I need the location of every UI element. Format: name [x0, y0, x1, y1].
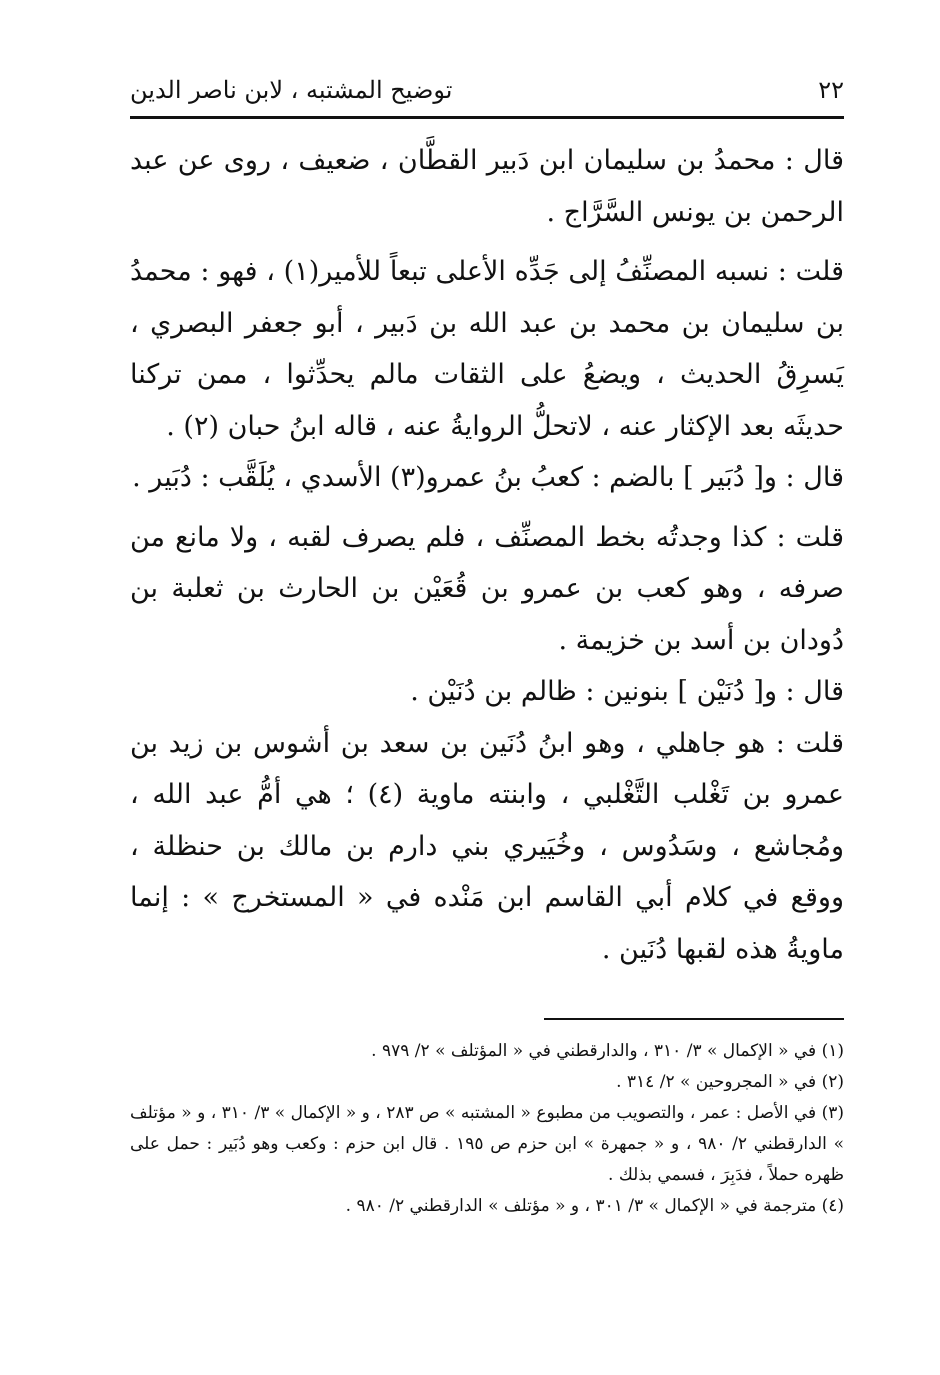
paragraph: قال : محمدُ بن سليمان ابن دَبير القطَّان ، ضعيف ، روى عن عبد الرحمن بن يونس السَّرَّاج .	[130, 145, 844, 228]
page-number: ٢٢	[818, 76, 844, 104]
footnotes	[130, 1036, 844, 1222]
paragraph: قال : و[ دُنَيْن ] بنونين : ظالم بن دُنَيْن .	[410, 676, 844, 707]
footnote: (٤) مترجمة في « الإكمال » ٣/ ٣٠١ ، و « مؤتلف » الدارقطني ٢/ ٩٨٠ .	[345, 1196, 844, 1216]
running-title: توضيح المشتبه ، لابن ناصر الدين	[130, 76, 453, 104]
footnote-rule	[544, 1018, 844, 1020]
paragraph: قال : و[ دُبَير ] بالضم : كعبُ بنُ عمرو(٣) الأسدي ، يُلَقَّب : دُبَير .	[132, 462, 844, 493]
footnote: (٣) في الأصل : عمر ، والتصويب من مطبوع « المشتبه » ص ٢٨٣ ، و « الإكمال » ٣/ ٣١٠ ، و « مؤتلف » الدارقطني ٢/ ٩٨٠ ، و « جمهرة » ابن حزم ص ١٩٥ . قال ابن حزم : وكعب وهو دُبَير : حمل على ظهره حملاً ، فدَبِرَ ، فسمي بذلك .	[130, 1103, 845, 1185]
body-text	[130, 135, 844, 975]
header-rule	[130, 116, 844, 119]
footnote: (٢) في « المجروحين » ٢/ ٣١٤ .	[616, 1072, 844, 1092]
page-header	[130, 70, 844, 110]
footnote: (١) في « الإكمال » ٣/ ٣١٠ ، والدارقطني في « المؤتلف » ٢/ ٩٧٩ .	[371, 1041, 844, 1061]
paragraph: قلت : نسبه المصنِّفُ إلى جَدِّه الأعلى تبعاً للأمير(١) ، فهو : محمدُ بن سليمان بن محمد بن عبد الله بن دَبير ، أبو جعفر البصري ، يَسرِقُ الحديث ، ويضعُ على الثقات مالم يحدِّثوا ، ممن تركنا حديثَه بعد الإكثار عنه ، لاتحلُّ الروايةُ عنه ، قاله ابنُ حبان (٢) .	[130, 256, 844, 442]
paragraph: قلت : هو جاهلي ، وهو ابنُ دُنَين بن سعد بن أشوس بن زيد بن عمرو بن تَغْلب التَّغْلبي ، وابنته ماوية (٤) ؛ هي أمُّ عبد الله ، ومُجاشع ، وسَدُوس ، وخُيَيري بني دارم بن مالك بن حنظلة ، ووقع في كلام أبي القاسم ابن مَنْده في « المستخرج » : إنما ماويةُ هذه لقبها دُنَين .	[130, 727, 845, 965]
paragraph: قلت : كذا وجدتُه بخط المصنِّف ، فلم يصرف لقبه ، ولا مانع من صرفه ، وهو كعب بن عمرو بن قُعَيْن بن الحارث بن ثعلبة بن دُودان بن أسد بن خزيمة .	[130, 521, 844, 656]
